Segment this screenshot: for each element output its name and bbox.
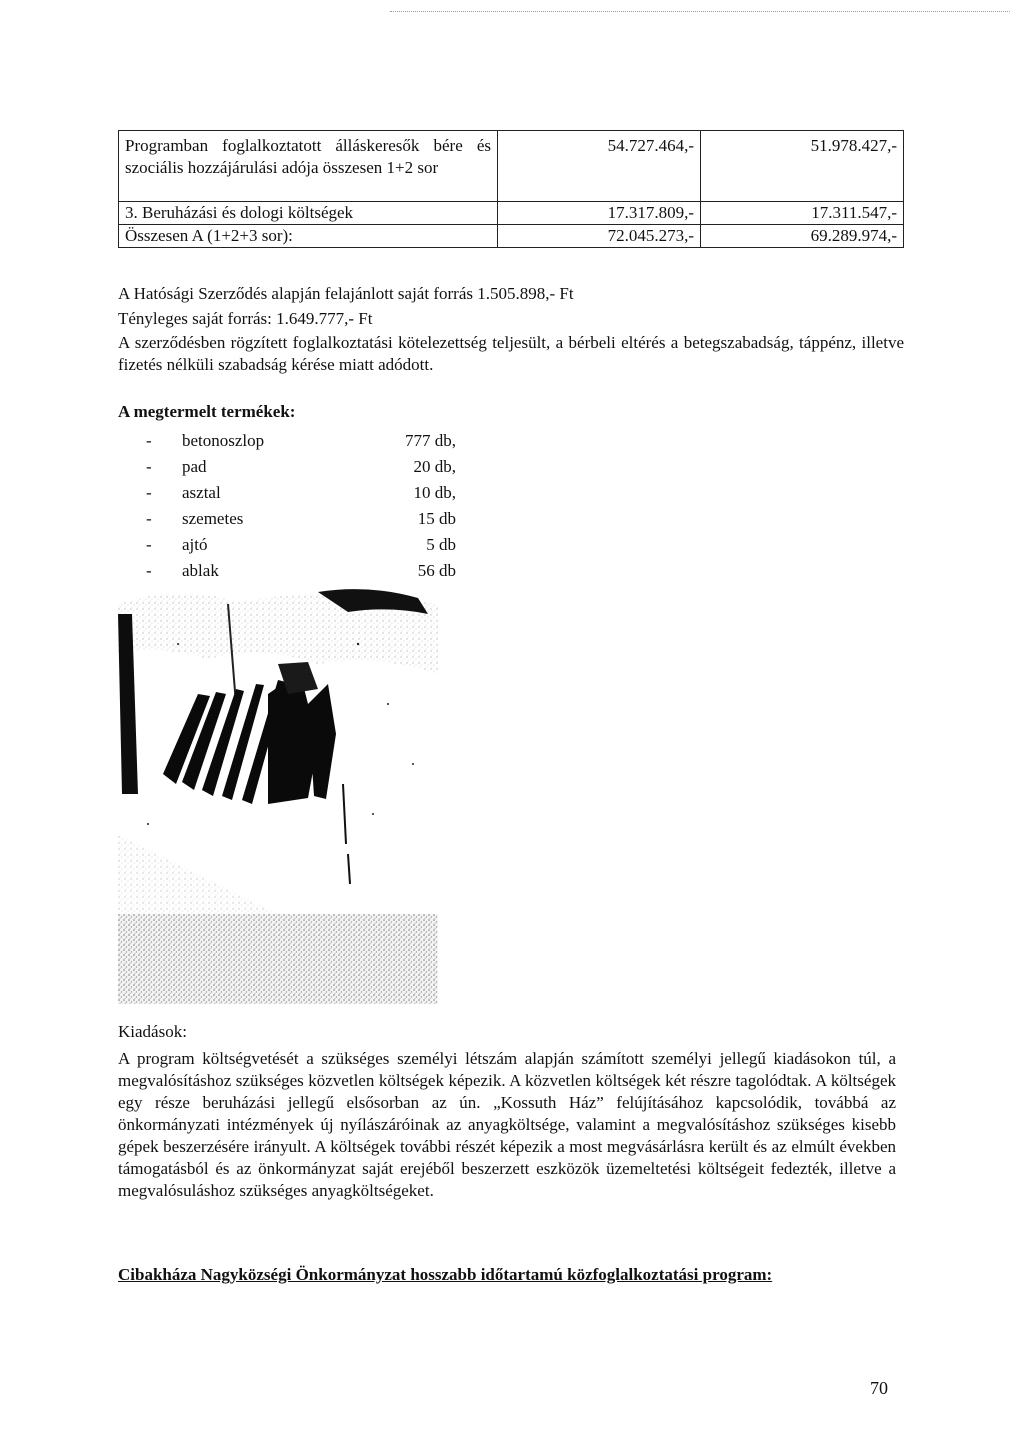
page-number: 70 [870, 1378, 888, 1398]
expenses-body: A program költségvetését a szükséges személyi létszám alapján számított személyi jellegű kiadásokon túl, a megvalósításhoz szükséges közvetlen költségek képezik. A közvetlen költségek két részre tagolódtak. A költségek egy része beruházási jellegű elsősorban az ún. „Kossuth Ház” felújításához kapcsolódik, továbbá az önkormányzati intézmények új nyílászáróinak az anyagköltsége, valamint a megvalósításhoz szükséges kisebb gépek beszerzésére irányult. A költségek további részét képezik a most megvásárlásra került és az elmúlt években támogatásból és az önkormányzat saját erejéből beszerzett eszközök üzemeltetési költségeit fedezték, illetve a megvalósuláshoz szükséges anyagköltségeket. [118, 1049, 896, 1200]
list-dash: - [146, 509, 152, 528]
product-quantity: 15 db [417, 509, 456, 528]
list-item [146, 480, 456, 506]
table-cell-value: 69.289.974,- [701, 225, 904, 248]
list-dash: - [146, 483, 152, 502]
table-row [119, 131, 904, 202]
table-cell-value: 54.727.464,- [498, 131, 701, 202]
product-name: betonoszlop [182, 431, 265, 450]
product-name: ajtó [182, 535, 208, 554]
list-dash: - [146, 431, 152, 450]
list-item [146, 506, 456, 532]
product-quantity: 777 db, [405, 431, 456, 450]
cost-table [118, 130, 904, 248]
expenses-title: Kiadások: [118, 1022, 187, 1041]
list-item [146, 558, 456, 584]
table-row [119, 202, 904, 225]
table-row [119, 225, 904, 248]
table-cell-label: 3. Beruházási és dologi költségek [119, 202, 498, 225]
offered-own-source: A Hatósági Szerződés alapján felajánlott saját forrás 1.505.898,- Ft [118, 284, 574, 303]
products-list [146, 428, 456, 584]
list-dash: - [146, 535, 152, 554]
list-dash: - [146, 457, 152, 476]
list-item [146, 454, 456, 480]
actual-own-source: Tényleges saját forrás: 1.649.777,- Ft [118, 309, 373, 328]
product-quantity: 5 db [426, 535, 456, 554]
product-quantity: 56 db [417, 561, 456, 580]
list-item [146, 532, 456, 558]
table-cell-label: Programban foglalkoztatott álláskeresők bére és szociális hozzájárulási adója összesen 1+2 sor [119, 131, 498, 202]
table-cell-value: 17.317.809,- [498, 202, 701, 225]
products-title: A megtermelt termékek: [118, 402, 296, 421]
product-name: ablak [182, 561, 219, 580]
bench-photo [118, 584, 438, 1004]
scan-artifact-line [390, 11, 1010, 13]
product-quantity: 20 db, [413, 457, 456, 476]
table-cell-label: Összesen A (1+2+3 sor): [119, 225, 498, 248]
list-dash: - [146, 561, 152, 580]
product-name: pad [182, 457, 207, 476]
table-cell-value: 17.311.547,- [701, 202, 904, 225]
product-name: asztal [182, 483, 221, 502]
program-heading: Cibakháza Nagyközségi Önkormányzat hosszabb időtartamú közfoglalkoztatási program: [118, 1265, 773, 1284]
product-name: szemetes [182, 509, 244, 528]
list-item [146, 428, 456, 454]
employment-note: A szerződésben rögzített foglalkoztatási kötelezettség teljesült, a bérbeli eltérés a betegszabadság, táppénz, illetve fizetés nélküli szabadság kérése miatt adódott. [118, 333, 904, 374]
product-quantity: 10 db, [413, 483, 456, 502]
table-cell-value: 72.045.273,- [498, 225, 701, 248]
table-cell-value: 51.978.427,- [701, 131, 904, 202]
